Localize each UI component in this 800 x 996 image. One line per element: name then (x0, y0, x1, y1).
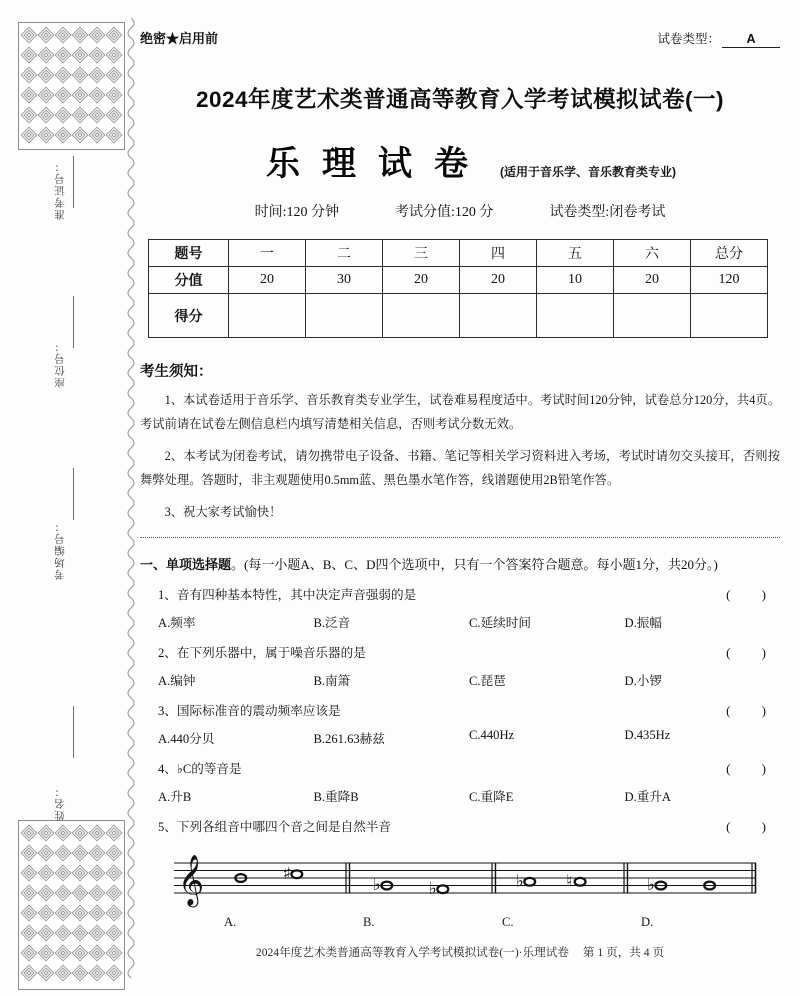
diamond-ornament (37, 85, 54, 105)
question-stem-row (140, 758, 780, 777)
sidebar-label-admission-number: 准考证号： (54, 160, 66, 220)
question-option[interactable]: D.重升A (624, 789, 672, 804)
diamond-ornament (106, 25, 123, 45)
sidebar-label-name: 姓名： (54, 785, 66, 821)
footer-page-number: 第 1 页，共 4 页 (582, 946, 665, 959)
question-number-row (149, 240, 768, 267)
section-heading-label: 一、单项选择题 (140, 556, 232, 572)
point-value-row (149, 267, 768, 294)
diamond-ornament (20, 943, 37, 963)
score-input-cell[interactable] (383, 294, 460, 338)
diamond-ornament (71, 923, 88, 943)
diamond-ornament (89, 85, 106, 105)
exam-total-score: 考试分值:120 分 (395, 205, 494, 220)
flat-accidental-icon: ♭ (428, 878, 437, 899)
question-option[interactable]: B.261.63赫兹 (313, 731, 385, 746)
diamond-ornament (37, 25, 54, 45)
perforated-edge (124, 18, 138, 978)
diamond-ornament (20, 823, 37, 843)
diamond-ornament (106, 65, 123, 85)
diamond-ornament (54, 125, 71, 145)
question-option[interactable]: B.重降B (313, 789, 359, 804)
staff-choice-label[interactable]: B. (363, 914, 375, 929)
whole-note-head (437, 885, 448, 893)
diamond-ornament (106, 125, 123, 145)
table-row-header: 分值 (149, 267, 229, 294)
diamond-ornament (71, 85, 88, 105)
question-stem-row (140, 642, 780, 661)
diamond-ornament (54, 943, 71, 963)
diamond-ornament (89, 883, 106, 903)
diamond-ornament (20, 963, 37, 983)
question-option[interactable]: D.小锣 (624, 673, 662, 688)
diamond-ornament (106, 105, 123, 125)
table-cell: 20 (614, 267, 691, 294)
diamond-ornament (89, 25, 106, 45)
staff-notation-svg (164, 849, 764, 911)
notice-item-1: 1、本试卷适用于音乐学、音乐教育类专业学生，试卷难易程度适中。考试时间120分钟，试卷总分120分，共4页。考试前请在试卷左侧信息栏内填写清楚相关信息，否则考试分数无效。 (140, 393, 780, 431)
diamond-ornament (106, 85, 123, 105)
diamond-ornament (37, 963, 54, 983)
name-rule (60, 700, 86, 752)
question-option[interactable]: A.频率 (158, 615, 196, 630)
diamond-ornament (106, 963, 123, 983)
question-option[interactable]: D.435Hz (624, 727, 671, 742)
diamond-ornament (106, 923, 123, 943)
table-cell: 总分 (691, 240, 768, 267)
diamond-ornament (37, 105, 54, 125)
diamond-ornament (89, 45, 106, 65)
footer-text: 2024年度艺术类普通高等教育入学考试模拟试卷(一)·乐理试卷 (255, 946, 569, 959)
diamond-ornament (106, 943, 123, 963)
obtained-score-row (149, 294, 768, 338)
table-cell: 一 (229, 240, 306, 267)
sidebar-field-name[interactable] (52, 785, 92, 821)
diamond-ornament (71, 863, 88, 883)
diamond-ornament (89, 823, 106, 843)
diamond-ornament (54, 65, 71, 85)
table-cell: 六 (614, 240, 691, 267)
diamond-ornament (54, 823, 71, 843)
table-cell: 30 (306, 267, 383, 294)
subject-row (140, 136, 780, 185)
diamond-ornament (37, 863, 54, 883)
table-cell: 二 (306, 240, 383, 267)
subject-applicability-note: (适用于音乐学、音乐教育类专业) (500, 165, 676, 179)
diamond-ornament (106, 823, 123, 843)
flat-accidental-icon: ♭ (646, 874, 655, 895)
room-number-rule (60, 462, 86, 514)
diamond-ornament (89, 843, 106, 863)
diamond-ornament (71, 105, 88, 125)
sharp-accidental-icon: ♯ (282, 863, 292, 884)
decorative-pattern-top (18, 22, 125, 150)
paper-content (140, 28, 780, 930)
table-cell: 五 (537, 240, 614, 267)
whole-note-head (575, 878, 586, 886)
table-cell: 四 (460, 240, 537, 267)
table-row-header: 题号 (149, 240, 229, 267)
question-options-row (140, 670, 780, 689)
question-option[interactable]: C.琵琶 (469, 673, 506, 688)
answer-blank[interactable]: ( ) (726, 760, 780, 776)
diamond-ornament (20, 843, 37, 863)
score-input-cell[interactable] (614, 294, 691, 338)
diamond-ornament (54, 843, 71, 863)
diamond-ornament (37, 843, 54, 863)
page-title: 2024年度艺术类普通高等教育入学考试模拟试卷(一) (195, 87, 725, 112)
exam-format: 试卷类型:闭卷考试 (549, 205, 666, 220)
notice-heading: 考生须知： (140, 364, 213, 380)
table-cell: 20 (383, 267, 460, 294)
question-option[interactable]: A.440分贝 (158, 731, 215, 746)
staff-choice-label[interactable]: D. (641, 914, 654, 929)
notice-item-3: 3、祝大家考试愉快！ (164, 504, 282, 519)
diamond-ornament (20, 65, 37, 85)
question-option[interactable]: C.440Hz (469, 727, 515, 742)
diamond-ornament (106, 903, 123, 923)
score-input-cell[interactable] (229, 294, 306, 338)
question-stem: 4、♭C的等音是 (158, 761, 242, 776)
diamond-ornament (89, 863, 106, 883)
diamond-ornament (37, 943, 54, 963)
diamond-ornament (71, 963, 88, 983)
notice-item-2: 2、本考试为闭卷考试，请勿携带电子设备、书籍、笔记等相关学习资料进入考场，考试时请勿交头接耳，否则按舞弊处理。答题时，非主观题使用0.5mm蓝、黑色墨水笔作答，线谱题使用2B铅笔作答。 (140, 448, 780, 487)
answer-blank[interactable]: ( ) (726, 586, 780, 602)
table-cell: 20 (460, 267, 537, 294)
flat-accidental-icon: ♭ (372, 874, 381, 895)
diamond-ornament (71, 45, 88, 65)
diamond-ornament (54, 903, 71, 923)
subject-title: 乐理试卷 (266, 145, 490, 183)
question-options-row (140, 728, 780, 747)
diamond-ornament (54, 25, 71, 45)
music-staff-figure (140, 849, 780, 911)
sidebar-label-room-number: 考场编号： (54, 520, 66, 580)
paper-type-label: 试卷类型： (657, 32, 720, 46)
diamond-ornament (89, 125, 106, 145)
diamond-ornament (54, 963, 71, 983)
diamond-ornament (37, 903, 54, 923)
table-cell: 10 (537, 267, 614, 294)
question-option[interactable]: A.编钟 (158, 673, 196, 688)
question-stem-row (140, 816, 780, 835)
table-row-header: 得分 (149, 294, 229, 338)
diamond-ornament (20, 903, 37, 923)
diamond-ornament (106, 843, 123, 863)
page-footer (140, 944, 780, 960)
diamond-ornament (20, 125, 37, 145)
diamond-ornament (54, 105, 71, 125)
diamond-ornament (106, 883, 123, 903)
question-option[interactable]: C.延续时间 (469, 615, 531, 630)
answer-blank[interactable]: ( ) (726, 702, 780, 718)
whole-note-head (291, 870, 302, 878)
question-stem: 3、国际标准音的震动频率应该是 (158, 703, 341, 718)
exam-duration: 时间:120 分钟 (254, 205, 340, 220)
diamond-ornament (20, 923, 37, 943)
question-option[interactable]: A.升B (158, 789, 192, 804)
diamond-ornament (71, 943, 88, 963)
whole-note-head (524, 878, 535, 886)
diamond-ornament (89, 65, 106, 85)
questions-list (140, 584, 780, 835)
diamond-ornament (54, 45, 71, 65)
diamond-ornament (54, 863, 71, 883)
diamond-ornament (37, 823, 54, 843)
diamond-ornament (20, 25, 37, 45)
seat-number-rule (60, 290, 86, 342)
answer-blank[interactable]: ( ) (726, 818, 780, 834)
staff-choice-labels (140, 915, 780, 930)
table-cell: 120 (691, 267, 768, 294)
question-options-row (140, 786, 780, 805)
question-option[interactable]: C.重降E (469, 789, 514, 804)
paper-type-group (657, 29, 780, 48)
diamond-ornament (54, 883, 71, 903)
section-heading (140, 554, 780, 573)
exam-meta-row (140, 201, 780, 221)
diamond-ornament (37, 883, 54, 903)
question-option[interactable]: B.南箫 (313, 673, 351, 688)
diamond-ornament (37, 923, 54, 943)
question-stem: 2、在下列乐器中，属于噪音乐器的是 (158, 645, 366, 660)
secrecy-notice: 绝密★启用前 (140, 31, 219, 46)
diamond-ornament (37, 125, 54, 145)
table-cell: 三 (383, 240, 460, 267)
diamond-ornament (71, 843, 88, 863)
staff-choice-label[interactable]: A. (224, 914, 237, 929)
admission-number-rule (60, 150, 86, 202)
diamond-ornament (71, 25, 88, 45)
flat-accidental-icon: ♭ (515, 871, 524, 892)
table-cell: 20 (229, 267, 306, 294)
diamond-ornament (106, 45, 123, 65)
diamond-ornament (54, 923, 71, 943)
staff-choice-label[interactable]: C. (502, 914, 514, 929)
diamond-ornament (71, 903, 88, 923)
diamond-ornament (89, 963, 106, 983)
sidebar-field-room-number[interactable] (52, 520, 92, 580)
score-input-cell[interactable] (306, 294, 383, 338)
score-input-cell[interactable] (460, 294, 537, 338)
diamond-ornament (106, 863, 123, 883)
score-input-cell[interactable] (537, 294, 614, 338)
question-options-row (140, 612, 780, 631)
diamond-ornament (71, 65, 88, 85)
diamond-ornament (89, 943, 106, 963)
treble-clef-icon: 𝄞 (178, 854, 205, 906)
answer-blank[interactable]: ( ) (726, 644, 780, 660)
diamond-ornament (20, 85, 37, 105)
score-table (148, 239, 768, 338)
diamond-ornament (54, 85, 71, 105)
section-heading-desc: 。(每一小题A、B、C、D四个选项中，只有一个答案符合题意。每小题1分，共20分。) (231, 556, 718, 572)
left-info-strip (0, 0, 136, 996)
sidebar-label-seat-number: 座位号： (54, 340, 66, 388)
diamond-ornament (20, 883, 37, 903)
diamond-ornament (37, 65, 54, 85)
diamond-ornament (71, 883, 88, 903)
header-row (140, 28, 780, 48)
diamond-ornament (20, 45, 37, 65)
diamond-ornament (20, 863, 37, 883)
question-stem: 5、下列各组音中哪四个音之间是自然半音 (158, 819, 391, 834)
diamond-ornament (37, 45, 54, 65)
question-stem-row (140, 700, 780, 719)
diamond-ornament (71, 125, 88, 145)
paper-type-value: A (722, 32, 780, 48)
diamond-ornament (20, 105, 37, 125)
natural-accidental-icon: ♮ (566, 871, 573, 892)
diamond-ornament (71, 823, 88, 843)
section-divider (140, 537, 780, 538)
decorative-pattern-bottom (18, 820, 125, 990)
question-option[interactable]: D.振幅 (624, 615, 662, 630)
question-stem: 1、音有四种基本特性，其中决定声音强弱的是 (158, 587, 417, 602)
diamond-ornament (89, 923, 106, 943)
score-input-cell[interactable] (691, 294, 768, 338)
diamond-ornament (89, 903, 106, 923)
question-stem-row (140, 584, 780, 603)
diamond-ornament (89, 105, 106, 125)
question-option[interactable]: B.泛音 (313, 615, 351, 630)
